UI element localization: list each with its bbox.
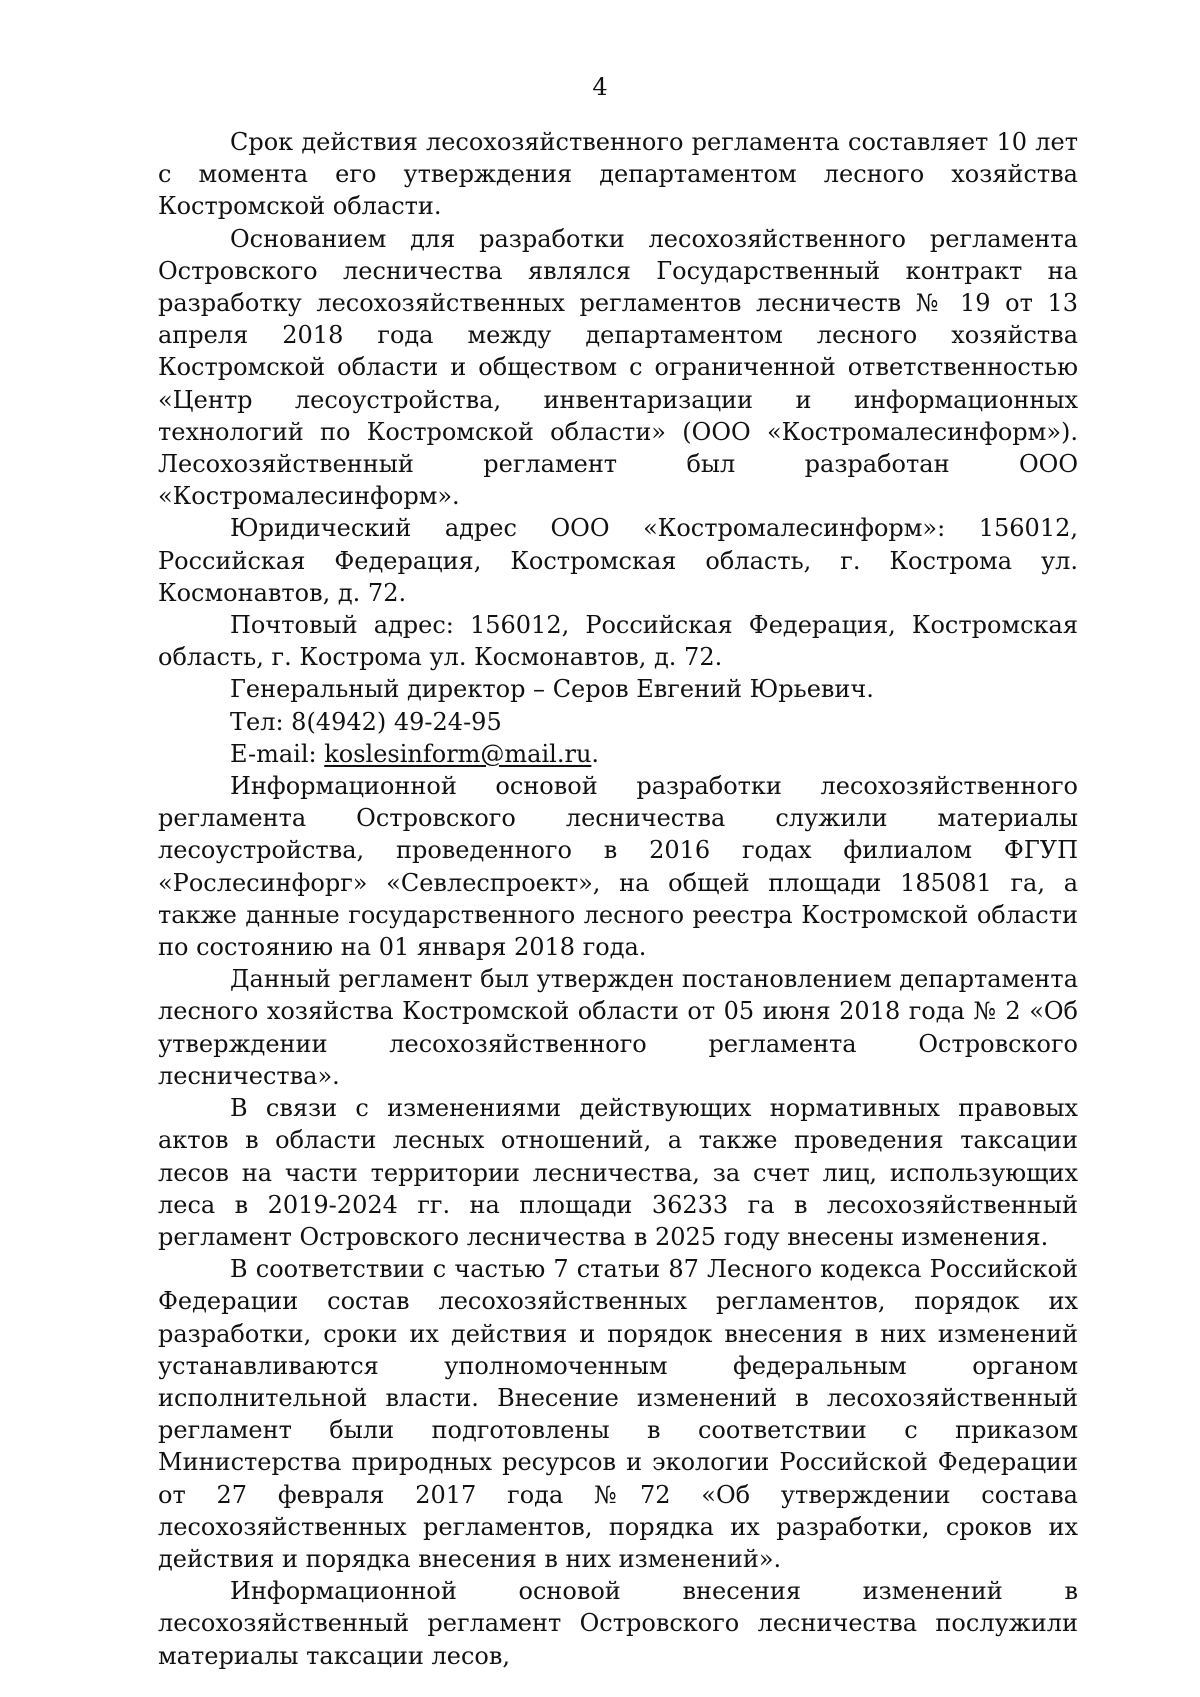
paragraph-legal-basis: В соответствии с частью 7 статьи 87 Лесного кодекса Российской Федерации состав лесохозяйственных регламентов, порядок их разработки, сроки их действия и порядок внесения в них изменений устанавливаются уполномоченным федеральным органом исполнительной власти. Внесение изменений в лесохозяйственный регламент были подготовлены в соответствии с приказом Министерства природных ресурсов и экологии Российской Федерации от 27 февраля 2017 года №72 «Об утверждении состава лесохозяйственных регламентов, порядка их разработки, сроков их действия и порядка внесения в них изменений». — [158, 1255, 1078, 1573]
email-link[interactable]: koslesinform@mail.ru — [324, 739, 592, 768]
director-line: Генеральный директор – Серов Евгений Юрьевич. — [230, 675, 874, 704]
document-body — [158, 126, 1078, 1672]
paragraph-basis: Основанием для разработки лесохозяйственного регламента Островского лесничества являлся Государственный контракт на разработку лесохозяйственных регламентов лесничеств № 19 от 13 апреля 2018 года между департаментом лесного хозяйства Костромской области и обществом с ограниченной ответственностью «Центр лесоустройства, инвентаризации и информационных технологий по Костромской области» (ООО «Костромалесинформ»). Лесохозяйственный регламент был разработан ООО «Костромалесинформ». — [158, 224, 1078, 511]
paragraph-approval: Данный регламент был утвержден постановлением департамента лесного хозяйства Костромской области от 05 июня 2018 года № 2 «Об утверждении лесохозяйственного регламента Островского лесничества». — [158, 965, 1078, 1090]
paragraph-changes-basis: Информационной основой внесения изменений в лесохозяйственный регламент Островского лесничества послужили материалы таксации лесов, — [158, 1577, 1078, 1670]
email-label: E-mail: — [230, 739, 325, 768]
paragraph-postal-address: Почтовый адрес: 156012, Российская Федерация, Костромская область, г. Кострома ул. Космонавтов, д. 72. — [158, 611, 1078, 672]
phone-line: Тел: 8(4942) 49-24-95 — [230, 707, 502, 736]
email-line — [158, 738, 1078, 770]
page-number: 4 — [592, 73, 608, 101]
paragraph-changes: В связи с изменениями действующих нормативных правовых актов в области лесных отношений, а также проведения таксации лесов на части территории лесничества, за счет лиц, использующих леса в 2019-2024 гг. на площади 36233 га в лесохозяйственный регламент Островского лесничества в 2025 году внесены изменения. — [158, 1094, 1078, 1251]
paragraph-information-basis: Информационной основой разработки лесохозяйственного регламента Островского лесничества служили материалы лесоустройства, проведенного в 2016 годах филиалом ФГУП «Рослесинфорг» «Севлеспроект», на общей площади 185081 га, а также данные государственного лесного реестра Костромской области по состоянию на 01 января 2018 года. — [158, 772, 1078, 962]
email-trailing: . — [591, 739, 600, 768]
paragraph-legal-address: Юридический адрес ООО «Костромалесинформ»: 156012, Российская Федерация, Костромская область, г. Кострома ул. Космонавтов, д. 72. — [158, 514, 1078, 607]
paragraph-term: Срок действия лесохозяйственного регламента составляет 10 лет с момента его утверждения департаментом лесного хозяйства Костромской области. — [158, 128, 1078, 221]
